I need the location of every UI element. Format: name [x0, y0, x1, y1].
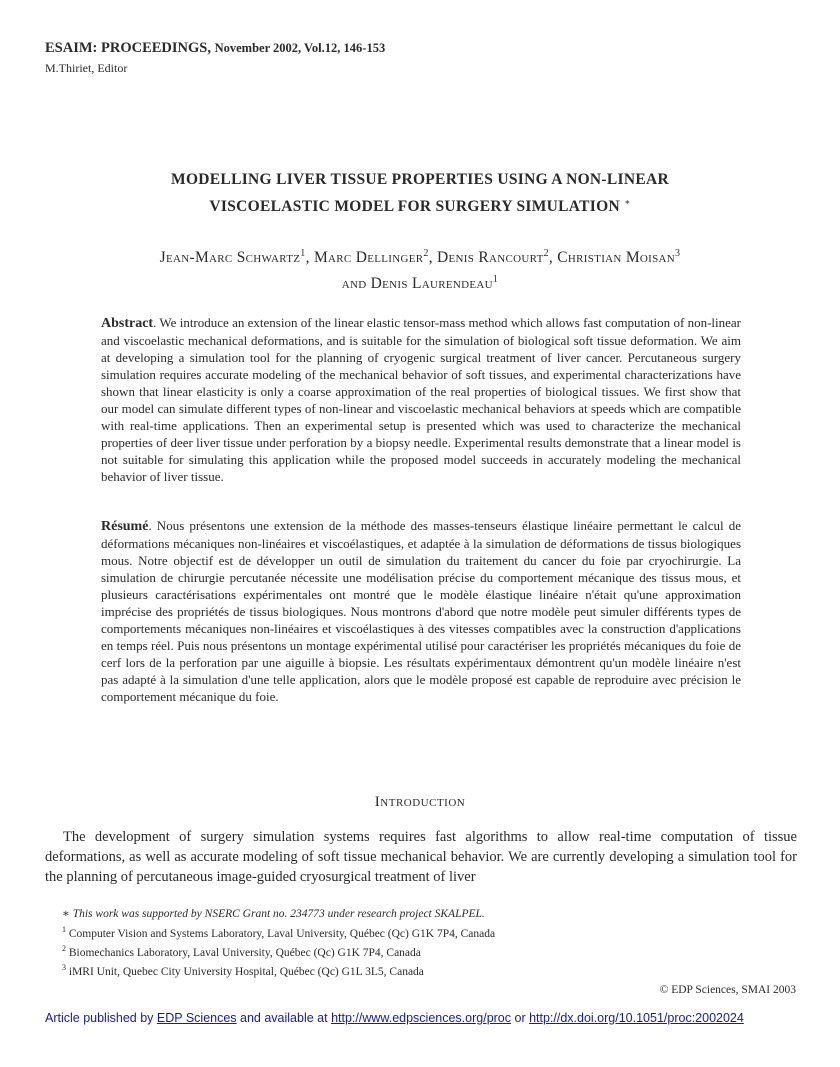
footnote-affiliation-1: $^1$ Computer Vision and Systems Laboratory, Laval University, Québec (Qc) G1K 7P4, Canada	[62, 925, 496, 940]
footnote-star-text: This work was supported by NSERC Grant no. 234773 under research project SKALPEL.	[72, 908, 485, 920]
article-availability-line: Article published by EDP Sciences and available at http://www.edpsciences.org/proc or http://dx.doi.org/10.1051/proc:2002024	[45, 1011, 744, 1025]
journal-header	[45, 40, 385, 57]
author-1: Jean-Marc Schwartz$^1$,	[159, 248, 314, 267]
author-5: and Denis Laurendeau$^1$	[341, 274, 499, 293]
resume-label: Résumé	[101, 519, 149, 534]
journal-name: ESAIM: PROCEEDINGS,	[45, 40, 211, 56]
introduction-heading: Introduction	[374, 794, 466, 810]
author-3: Denis Rancourt$^2$,	[437, 248, 558, 267]
footnote-funding	[62, 906, 485, 920]
abstract-section	[101, 314, 741, 485]
resume-text: . Nous présentons une extension de la méthode des masses-tenseurs élastique linéaire permettant le calcul de déformations mécaniques non-linéaires et viscoélastiques, et adaptée à la simulation de déformations de tissus biologiques mous. Notre objectif est de développer un outil de simulation du traitement du cancer du foie par cryochirurgie. La simulation de chirurgie percutanée nécessite une modélisation précise du comportement mécanique des tissus mous, et plusieurs caractérisations expérimentales ont montré que le modèle élastique linéaire n'était qu'une approximation imprécise des propriétés de tissus biologiques. Nous montrons d'abord que notre modèle peut simuler différents types de comportements mécaniques non-linéaires et viscoélastiques à des vitesses compatibles avec la construction d'applications en temps réel. Puis nous présentons un montage expérimental utilisé pour caractériser les propriétés mécaniques du foie de cerf lors de la perforation par une aiguille à biopsie. Les résultats expérimentaux démontrent qu'un modèle linéaire n'est pas adapté à la simulation d'une telle application, alors que le modèle proposé est capable de reproduire avec précision le comportement mécanique du foie.	[101, 518, 741, 704]
footnote-affiliation-3: $^3$ iMRI Unit, Quebec City University Hospital, Québec (Qc) G1L 3L5, Canada	[62, 963, 424, 978]
resume-section	[101, 517, 741, 705]
introduction-paragraph: The development of surgery simulation systems requires fast algorithms to allow real-time computation of tissue deformations, as well as accurate modeling of soft tissue mechanical behavior. We are currently developing a simulation tool for the planning of percutaneous image-guided cryosurgical treatment of liver	[45, 829, 797, 885]
abstract-label: Abstract	[101, 316, 154, 331]
author-list	[40, 243, 800, 295]
edpsciences-proc-link[interactable]: http://www.edpsciences.org/proc	[331, 1011, 512, 1025]
title-line-2-text: VISCOELASTIC MODEL FOR SURGERY SIMULATION	[209, 198, 620, 216]
title-line-1: MODELLING LIVER TISSUE PROPERTIES USING A NON-LINEAR	[171, 171, 669, 188]
footnote-divider	[45, 895, 797, 896]
title-footnote-marker: ∗	[624, 197, 631, 207]
author-4: Christian Moisan$^3$	[557, 248, 681, 267]
journal-details: November 2002, Vol.12, 146-153	[214, 41, 386, 55]
edp-sciences-link[interactable]: EDP Sciences	[156, 1011, 237, 1025]
abstract-text: . We introduce an extension of the linear elastic tensor-mass method which allows fast computation of non-linear and viscoelastic mechanical deformations, and is suitable for the simulation of biological soft tissue deformation. We aim at developing a simulation tool for the planning of cryogenic surgical treatment of liver cancer. Percutaneous surgery simulation requires accurate modeling of the mechanical behavior of soft tissues, and experimental characterizations have shown that linear elasticity is only a coarse approximation of the real properties of biological tissues. We first show that our model can simulate different types of non-linear and viscoelastic mechanical behaviors at speeds which are compatible with real-time applications. Then an experimental setup is presented which was used to characterize the mechanical properties of deer liver tissue under perforation by a biopsy needle. Experimental results demonstrate that a linear model is not suitable for simulating this application while the proposed model succeeds in accurately modeling the mechanical behavior of liver tissue.	[101, 315, 741, 484]
copyright-notice: © EDP Sciences, SMAI 2003	[659, 984, 796, 996]
paper-title	[60, 169, 780, 218]
title-line-2	[60, 191, 780, 218]
author-2: Marc Dellinger$^2$,	[313, 248, 438, 267]
footnote-star-mark: ∗	[62, 908, 70, 920]
footnote-affiliation-2: $^2$ Biomechanics Laboratory, Laval University, Québec (Qc) G1K 7P4, Canada	[62, 944, 421, 959]
doi-link[interactable]: http://dx.doi.org/10.1051/proc:2002024	[529, 1011, 744, 1025]
editor-line: M.Thiriet, Editor	[45, 61, 128, 75]
